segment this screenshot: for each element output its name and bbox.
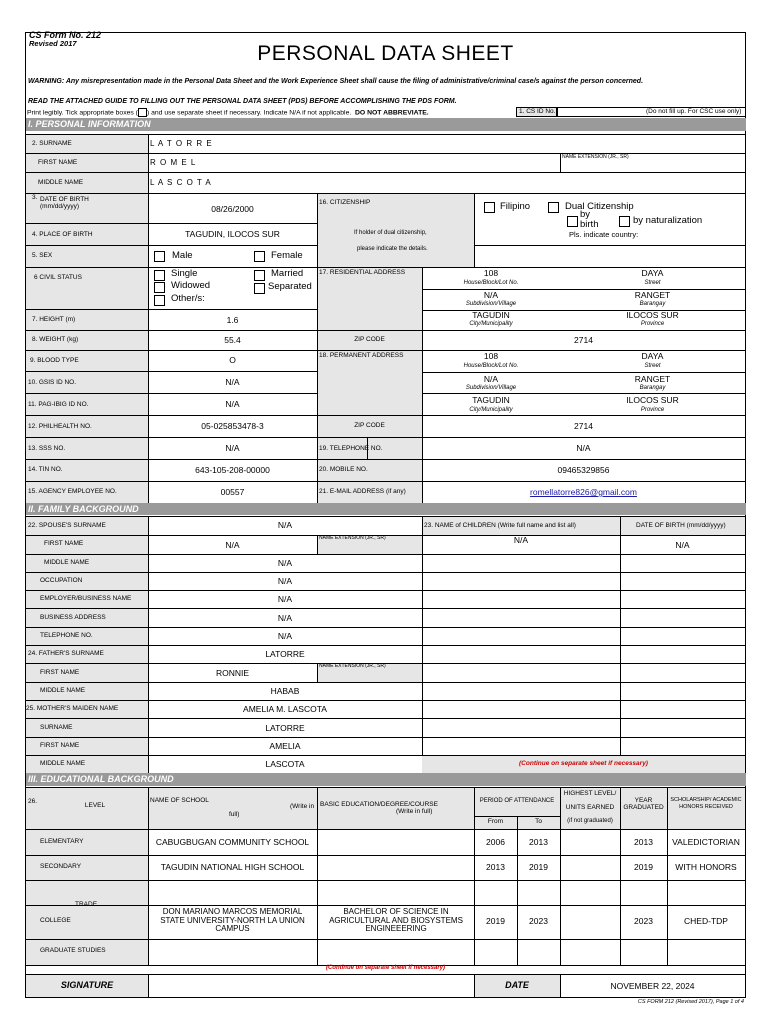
separated-checkbox[interactable] [254,283,265,294]
edu-row-secondary-year[interactable]: 2019 [634,862,653,872]
residential-address-label: 17. RESIDENTIAL ADDRESS [319,269,406,276]
revised-label: Revised 2017 [29,39,77,48]
weight-value[interactable]: 55.4 [224,335,241,345]
edu-school-header: NAME OF SCHOOL [150,797,209,804]
dual-note-1: If holder of dual citizenship, [354,230,427,236]
occupation-label: OCCUPATION [40,577,83,584]
pls-indicate-country: Pls. indicate country: [569,230,639,239]
citizenship-label: 16. CITIZENSHIP [319,199,371,206]
spouse-first-name-value[interactable]: N/A [225,540,240,550]
mother-first-name-value[interactable]: AMELIA [269,741,301,751]
edu-school-write-in: (Write in [290,803,315,810]
cs-id-note: (Do not fill up. For CSC use only) [646,108,742,115]
perm-house-value[interactable]: 108 [483,351,499,361]
perm-zip-label: ZIP CODE [354,422,385,429]
res-brgy-value[interactable]: RANGET [634,290,671,300]
sss-value[interactable]: N/A [225,443,240,453]
edu-row-secondary-school[interactable]: TAGUDIN NATIONAL HIGH SCHOOL [160,862,305,872]
edu-row-college-school[interactable]: DON MARIANO MARCOS MEMORIAL STATE UNIVERSITY-NORTH LA UNION CAMPUS [160,907,305,933]
res-street-caption: Street [644,280,661,286]
middle-name-value[interactable]: L A S C O T A [150,178,212,187]
spouse-first-name-label: FIRST NAME [44,540,84,547]
filipino-checkbox[interactable] [484,202,495,213]
dual-citizenship-label: Dual Citizenship [565,201,634,212]
mother-maiden-value[interactable]: AMELIA M. LASCOTA [243,704,327,714]
business-address-label: BUSINESS ADDRESS [40,614,106,621]
by-naturalization-label: by naturalization [633,215,703,226]
edu-row-trade-level: TRADE [75,901,98,905]
edu-from-header: From [487,818,504,825]
res-zip-value[interactable]: 2714 [574,335,593,345]
child-name-value[interactable]: N/A [513,535,529,545]
edu-number: 26. [28,798,38,805]
section-family-background: II. FAMILY BACKGROUND [26,503,746,515]
employer-value[interactable]: N/A [277,594,293,604]
res-city-value[interactable]: TAGUDIN [472,310,510,320]
date-value[interactable]: NOVEMBER 22, 2024 [610,981,695,991]
middle-name-label: MIDDLE NAME [38,179,84,186]
spouse-surname-value[interactable]: N/A [277,520,293,530]
form-number: CS Form No. 212 [29,30,102,40]
dob-value[interactable]: 08/26/2000 [211,204,254,214]
surname-label: 2. SURNAME [32,140,72,147]
others-label: Other/s: [171,293,205,304]
edu-row-secondary-honors[interactable]: WITH HONORS [675,862,737,872]
first-name-label: FIRST NAME [38,159,78,166]
edu-row-secondary-from[interactable]: 2013 [486,862,505,872]
height-value[interactable]: 1.6 [226,315,239,325]
place-of-birth-value[interactable]: TAGUDIN, ILOCOS SUR [185,229,280,239]
mother-middle-name-value[interactable]: LASCOTA [265,759,305,769]
spouse-middle-name-value[interactable]: N/A [277,558,293,568]
telephone-value[interactable]: N/A [576,443,591,453]
mother-first-name-label: FIRST NAME [40,742,80,749]
edu-row-elementary-to[interactable]: 2013 [529,837,548,847]
by-birth-checkbox[interactable] [567,216,578,227]
perm-subd-value[interactable]: N/A [483,374,499,384]
blood-type-label: 9. BLOOD TYPE [30,357,79,364]
mother-surname-value[interactable]: LATORRE [265,723,305,733]
father-first-name-value[interactable]: RONNIE [215,668,250,678]
edu-row-college-to[interactable]: 2023 [529,916,548,926]
edu-school-full: full) [229,811,240,818]
spouse-middle-name-label: MIDDLE NAME [44,559,90,566]
children-dob-label: DATE OF BIRTH (mm/dd/yyyy) [636,522,726,529]
res-house-value[interactable]: 108 [483,268,499,278]
cs-id-label: 1. CS ID No. [516,107,557,117]
edu-highest-header-2: UNITS EARNED [565,804,615,811]
male-label: Male [172,250,193,261]
mother-surname-label: SURNAME [40,724,73,731]
spouse-telephone-value[interactable]: N/A [277,631,293,641]
female-checkbox[interactable] [254,251,265,262]
father-surname-value[interactable]: LATORRE [265,649,305,659]
civil-status-label: 6 CIVIL STATUS [34,274,82,281]
page-title: PERSONAL DATA SHEET [257,42,514,65]
warning-text: WARNING: Any misrepresentation made in the Personal Data Sheet and the Work Experience Sheet shall cause the filing of administrative/criminal case/s against the person concerned. [28,78,644,85]
print-legibly-a: Print legibly. Tick appropriate boxes ( [27,109,138,117]
page-footer-note: CS FORM 212 (Revised 2017), Page 1 of 4 [637,999,744,1005]
male-checkbox[interactable] [154,251,165,262]
mother-maiden-label: 25. MOTHER'S MAIDEN NAME [26,705,119,712]
edu-row-secondary-level: SECONDARY [40,863,82,870]
philhealth-label: 12. PHILHEALTH NO. [28,423,92,430]
res-brgy-caption: Barangay [639,301,666,307]
signature-field[interactable] [149,975,473,997]
tick-box-sample [138,108,147,117]
father-surname-label: 24. FATHER'S SURNAME [28,650,104,657]
perm-subd-caption: Subdivision/Village [465,385,517,391]
others-checkbox[interactable] [154,295,165,306]
child-dob-value[interactable]: N/A [675,540,690,550]
dob-number: 3. [32,194,38,201]
perm-zip-value[interactable]: 2714 [574,421,593,431]
edu-year-header-1: YEAR [634,797,653,804]
dual-note-2: please indicate the details. [357,246,428,252]
perm-house-caption: House/Block/Lot No. [463,363,519,369]
first-name-value[interactable]: R O M E L [150,158,197,167]
read-guide-text: READ THE ATTACHED GUIDE TO FILLING OUT THE PERSONAL DATA SHEET (PDS) BEFORE ACCOMPLISHING THE PDS FORM. [28,98,457,105]
edu-row-elementary-honors[interactable]: VALEDICTORIAN [672,837,740,847]
spouse-name-ext-label: NAME EXTENSION (JR., SR) [319,535,386,541]
single-label: Single [171,268,198,279]
email-value[interactable] [422,487,745,497]
do-not-abbreviate: DO NOT ABBREVIATE. [355,109,429,117]
father-first-name-label: FIRST NAME [40,669,80,676]
married-checkbox[interactable] [254,270,265,281]
edu-row-elementary-school[interactable]: CABUGBUGAN COMMUNITY SCHOOL [155,837,310,847]
widowed-checkbox[interactable] [154,282,165,293]
res-zip-label: ZIP CODE [354,336,385,343]
edu-row-college-honors[interactable]: CHED-TDP [684,916,728,926]
edu-row-elementary-level: ELEMENTARY [40,838,84,845]
spouse-surname-label: 22. SPOUSE'S SURNAME [28,522,106,529]
edu-row-college-course[interactable]: BACHELOR OF SCIENCE IN AGRICULTURAL AND BIOSYSTEMS ENGINEEERING [329,907,463,933]
tin-label: 14. TIN NO. [28,466,63,473]
res-subd-value[interactable]: N/A [483,290,499,300]
single-checkbox[interactable] [154,270,165,281]
mother-middle-name-label: MIDDLE NAME [40,760,86,767]
education-continue-note: (Continue on separate sheet if necessary) [325,965,446,971]
edu-course-header: BASIC EDUCATION/DEGREE/COURSE [320,801,438,808]
father-name-ext-label: NAME EXTENSION (JR., SR) [319,663,386,669]
occupation-value[interactable]: N/A [277,576,293,586]
perm-city-value[interactable]: TAGUDIN [472,395,510,405]
perm-brgy-caption: Barangay [639,385,666,391]
perm-prov-value[interactable]: ILOCOS SUR [626,395,679,405]
perm-brgy-value[interactable]: RANGET [634,374,671,384]
father-middle-name-label: MIDDLE NAME [40,687,86,694]
philhealth-value[interactable]: 05-025853478-3 [201,421,264,431]
surname-value[interactable]: L A T O R R E [150,139,213,148]
print-legibly-text [27,108,429,117]
edu-row-graduate-level: GRADUATE STUDIES [40,947,106,954]
edu-highest-header-3: (if not graduated) [567,818,613,824]
edu-course-write: (Write in full) [396,808,433,815]
perm-city-caption: City/Municipality [469,407,513,413]
res-prov-caption: Province [640,321,665,327]
weight-label: 8. WEIGHT (kg) [32,336,79,343]
by-birth-label: by birth [580,209,599,230]
employer-label: EMPLOYER/BUSINESS NAME [40,595,132,602]
business-address-value[interactable]: N/A [277,613,293,623]
spouse-telephone-label: TELEPHONE NO. [40,632,93,639]
section-personal-information: I. PERSONAL INFORMATION [26,118,746,131]
edu-row-elementary-year[interactable]: 2013 [634,837,653,847]
sss-label: 13. SSS NO. [28,445,66,452]
children-label: 23. NAME of CHILDREN (Write full name and list all) [424,522,576,529]
agency-employee-label: 15. AGENCY EMPLOYEE NO. [28,488,117,495]
father-middle-name-value[interactable]: HABAB [270,686,300,696]
perm-street-value[interactable]: DAYA [641,351,664,361]
dual-citizenship-checkbox[interactable] [548,202,559,213]
res-house-caption: House/Block/Lot No. [463,280,519,286]
mobile-value[interactable]: 09465329856 [557,465,610,475]
family-continue-note: (Continue on separate sheet if necessary) [519,760,648,767]
date-label: DATE [505,980,529,990]
res-prov-value[interactable]: ILOCOS SUR [626,310,679,320]
res-street-value[interactable]: DAYA [641,268,664,278]
email-label: 21. E-MAIL ADDRESS (if any) [319,488,406,495]
permanent-address-label: 18. PERMANENT ADDRESS [319,352,404,359]
edu-level-column [26,829,148,965]
edu-year-header-2: GRADUATED [623,804,664,811]
separated-label: Separated [268,281,312,292]
edu-row-secondary-to[interactable]: 2019 [529,862,548,872]
edu-row-college-from[interactable]: 2019 [486,916,505,926]
edu-highest-header-1: HIGHEST LEVEL/ [563,790,617,797]
res-city-caption: City/Municipality [469,321,513,327]
height-label: 7. HEIGHT (m) [32,316,76,323]
pagibig-label: 11. PAG-IBIG ID NO. [28,401,89,408]
gsis-value[interactable]: N/A [225,377,240,387]
sex-label: 5. SEX [32,252,53,259]
dob-label: DATE OF BIRTH [40,196,89,203]
res-subd-caption: Subdivision/Village [465,301,517,307]
place-of-birth-label: 4. PLACE OF BIRTH [32,231,93,238]
edu-honors-header: SCHOLARSHIP/ ACADEMIC HONORS RECEIVED [670,797,742,810]
female-label: Female [271,250,303,261]
widowed-label: Widowed [171,280,211,291]
email-link[interactable]: romellatorre826@gmail.com [530,487,637,497]
blood-type-value[interactable]: O [229,355,236,365]
print-legibly-b: ) and use separate sheet if necessary. Indicate N/A if not applicable. [146,109,352,117]
by-naturalization-checkbox[interactable] [619,216,630,227]
section-educational-background: III. EDUCATIONAL BACKGROUND [26,773,746,786]
gsis-label: 10. GSIS ID NO. [28,379,77,386]
edu-level-header: LEVEL [84,802,106,809]
dob-format: (mm/dd/yyyy) [40,203,79,210]
filipino-label: Filipino [500,201,531,212]
edu-period-header: PERIOD OF ATTENDANCE [479,798,555,804]
pagibig-value[interactable]: N/A [225,399,240,409]
signature-label: SIGNATURE [60,980,114,990]
tin-value[interactable]: 643-105-208-00000 [195,465,270,475]
telephone-label: 19. TELEPHONE NO. [319,445,383,452]
edu-row-elementary-from[interactable]: 2006 [486,837,505,847]
edu-to-header: To [535,818,542,825]
married-label: Married [271,268,304,279]
edu-row-college-year[interactable]: 2023 [634,916,653,926]
edu-row-college-level: COLLEGE [40,917,71,924]
perm-prov-caption: Province [640,407,665,413]
perm-street-caption: Street [644,363,661,369]
mobile-label: 20. MOBILE NO. [319,466,368,473]
name-extension-label: NAME EXTENSION (JR., SR) [562,154,629,160]
agency-employee-value[interactable]: 00557 [220,487,245,497]
